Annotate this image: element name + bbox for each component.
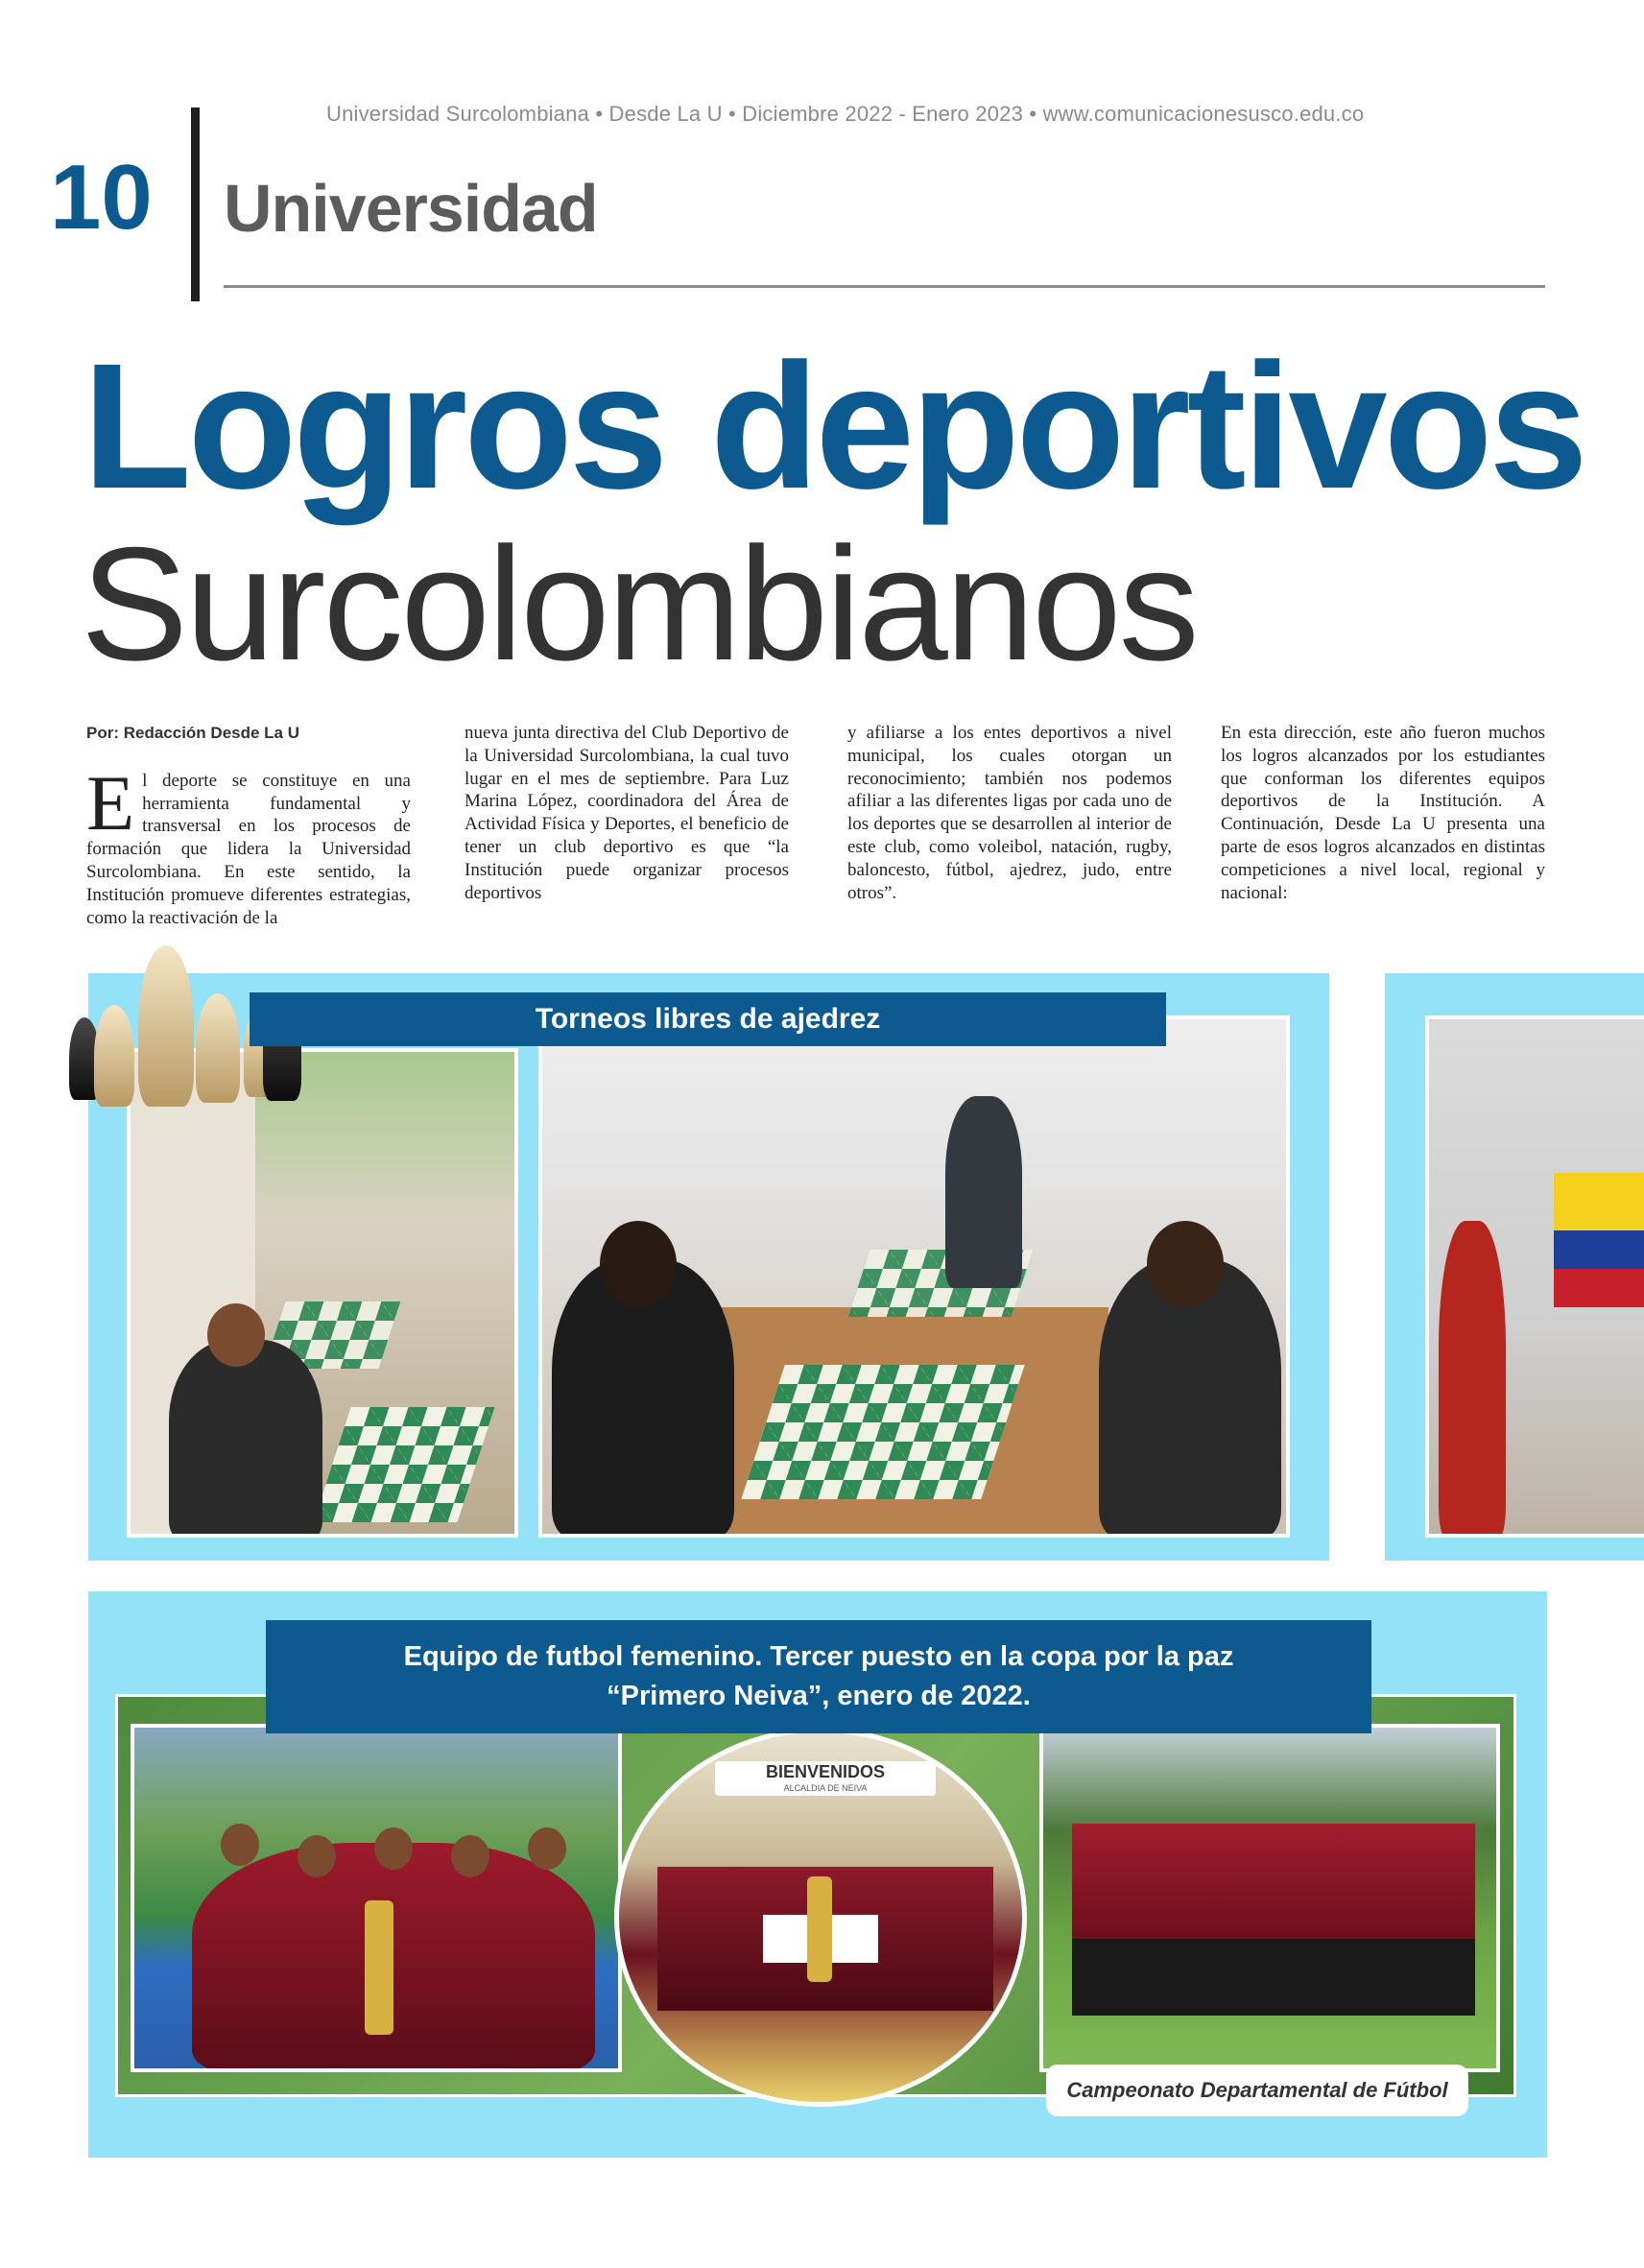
- player-head: [221, 1824, 259, 1866]
- header-divider-vertical: [191, 107, 200, 301]
- standing-person: [945, 1096, 1022, 1288]
- player-head: [1147, 1221, 1224, 1307]
- flag-yellow: [1554, 1173, 1644, 1230]
- chess-photo-outdoor: [127, 1048, 518, 1538]
- arch-sign-text: BIENVENIDOS: [765, 1762, 886, 1781]
- article-column-2: [465, 722, 789, 904]
- photo-caption: Campeonato Departamental de Fútbol: [1046, 2065, 1468, 2116]
- football-banner: [266, 1620, 1371, 1733]
- team-group: [192, 1843, 595, 2072]
- chess-banner: Torneos libres de ajedrez: [250, 992, 1166, 1046]
- player-head: [600, 1221, 677, 1307]
- chess-board: [314, 1407, 495, 1522]
- team-group-shorts: [1072, 1939, 1475, 2016]
- football-photo-award: [614, 1728, 1027, 2107]
- flag-blue: [1554, 1230, 1644, 1269]
- trophy-icon: [807, 1876, 832, 1982]
- article-column-1: [86, 722, 411, 929]
- byline: Por: Redacción Desde La U: [86, 724, 300, 742]
- drop-cap: E: [86, 758, 135, 847]
- header-meta: Universidad Surcolombiana • Desde La U • Diciembre 2022 - Enero 2023 • www.comunicacionesusco.edu.co: [326, 102, 1365, 126]
- player-head: [374, 1827, 413, 1870]
- player-head: [207, 1303, 265, 1367]
- football-photo-team: [1039, 1724, 1500, 2072]
- team-group-jerseys: [1072, 1824, 1475, 1939]
- football-banner-line-2: “Primero Neiva”, enero de 2022.: [607, 1681, 1031, 1711]
- ceremony-photo-partial: [1425, 1015, 1644, 1538]
- chess-board: [741, 1365, 1024, 1499]
- flag-red: [1554, 1269, 1644, 1307]
- article-text-3: y afiliarse a los entes deportivos a nivel municipal, los cuales otorgan un reconocimiento; también nos podemos afiliar a las diferentes ligas por cada uno de los deportes que se desarrollen al interior de este club, como voleibol, natación, rugby, baloncesto, fútbol, ajedrez, judo, entre otros”.: [847, 723, 1172, 903]
- standing-person: [1439, 1221, 1506, 1538]
- arch-sign: [715, 1761, 936, 1796]
- football-banner-line-1: Equipo de futbol femenino. Tercer puesto en la copa por la paz: [403, 1641, 1234, 1672]
- player-figure: [169, 1340, 322, 1538]
- section-title: Universidad: [224, 171, 598, 246]
- football-photo-celebration: [131, 1724, 622, 2072]
- header-divider-horizontal: [224, 285, 1545, 288]
- player-head: [528, 1827, 566, 1870]
- trophy-icon: [365, 1900, 393, 2035]
- page-number: 10: [50, 146, 153, 249]
- chess-photo-indoor: [538, 1015, 1290, 1538]
- article-column-4: [1221, 722, 1545, 904]
- headline-line-1: Logros deportivos: [83, 327, 1584, 526]
- article-column-3: [847, 722, 1172, 904]
- white-queen-icon: [138, 945, 194, 1107]
- player-head: [298, 1835, 336, 1877]
- article-text-1: l deporte se constituye en una herramienta fundamental y transversal en los procesos de formación que lidera la Universidad Surcolombiana. En este sentido, la Institución promueve diferentes estrategias, como la reactivación de la: [86, 770, 411, 928]
- article-text-2: nueva junta directiva del Club Deportivo de la Universidad Surcolombiana, la cual tuvo lugar en el mes de septiembre. Para Luz Marina López, coordinadora del Área de Actividad Física y Deportes, el beneficio de tener un club deportivo es que “la Institución puede organizar procesos deportivos: [465, 723, 789, 903]
- headline-line-2: Surcolombianos: [81, 513, 1197, 694]
- white-rook-icon: [196, 993, 240, 1103]
- arch-sign-subtext: ALCALDIA DE NEIVA: [783, 1783, 868, 1793]
- white-bishop-icon: [94, 1005, 134, 1107]
- article-text-4: En esta dirección, este año fueron muchos los logros alcanzados por los estudiantes que conforman los diferentes equipos deportivos de la Institución. A Continuación, Desde La U presenta una parte de esos logros alcanzados en distintas competiciones a nivel local, regional y nacional:: [1221, 723, 1545, 903]
- player-head: [451, 1835, 489, 1877]
